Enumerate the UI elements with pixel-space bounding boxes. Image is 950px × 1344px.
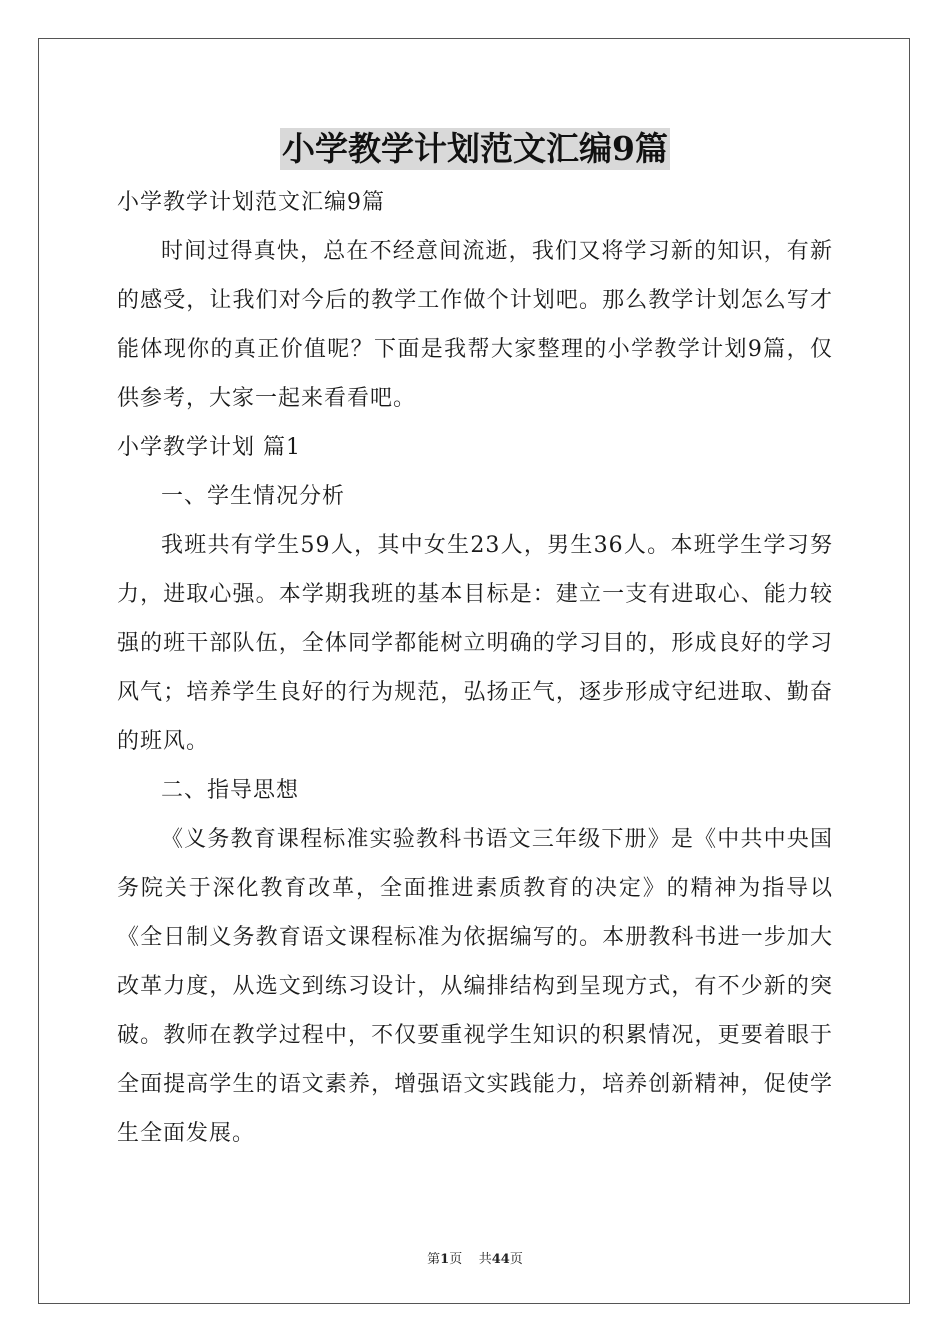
footer-page-prefix: 第 (427, 1252, 441, 1267)
footer-page-suffix: 页 (449, 1252, 463, 1267)
footer-total-suffix: 页 (509, 1252, 523, 1267)
subtitle-line: 小学教学计划范文汇编9篇 (117, 190, 385, 215)
section-heading: 小学教学计划 篇1 (117, 435, 301, 460)
footer-total-prefix: 共 (478, 1252, 492, 1267)
title-container (0, 128, 950, 170)
student-analysis-paragraph: 我班共有学生59人，其中女生23人，男生36人。本班学生学习努力，进取心强。本学期我班的基本目标是：建立一支有进取心、能力较强的班干部队伍，全体同学都能树立明确的学习目的，形成良好的学习风气；培养学生良好的行为规范，弘扬正气，逐步形成守纪进取、勤奋的班风。 (117, 533, 833, 754)
document-title: 小学教学计划范文汇编9篇 (282, 129, 668, 168)
footer-total-pages: 44 (491, 1252, 510, 1267)
guiding-ideology-paragraph: 《义务教育课程标准实验教科书语文三年级下册》是《中共中央国务院关于深化教育改革，全面推进素质教育的决定》的精神为指导以《全日制义务教育语文课程标准为依据编写的。本册教科书进一步加大改革力度，从选文到练习设计，从编排结构到呈现方式，有不少新的突破。教师在教学过程中，不仅要重视学生知识的积累情况，更要着眼于全面提高学生的语文素养，增强语文实践能力，培养创新精神，促使学生全面发展。 (117, 827, 833, 1146)
subheading-student-analysis: 一、学生情况分析 (161, 484, 346, 509)
subheading-guiding-ideology: 二、指导思想 (161, 778, 300, 803)
page-footer (0, 1248, 950, 1267)
intro-paragraph: 时间过得真快，总在不经意间流逝，我们又将学习新的知识，有新的感受，让我们对今后的教学工作做个计划吧。那么教学计划怎么写才能体现你的真正价值呢？下面是我帮大家整理的小学教学计划9篇，仅供参考，大家一起来看看吧。 (117, 239, 833, 411)
document-body (117, 178, 833, 1158)
footer-page-number: 1 (440, 1252, 450, 1267)
